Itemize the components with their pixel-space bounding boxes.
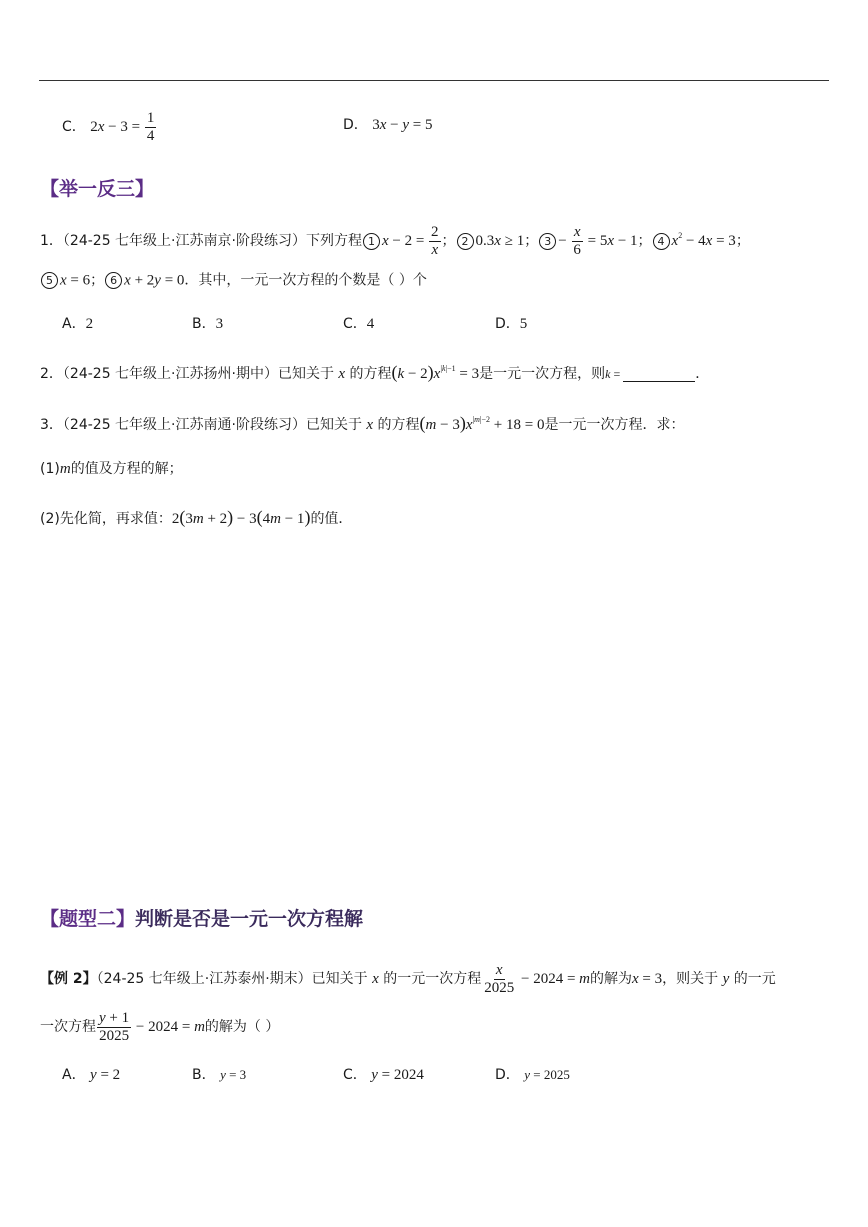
q1-option-c: C．4 <box>343 316 375 332</box>
ex2-option-b: B． y = 3 <box>192 1067 247 1083</box>
question-text: 的一元 <box>733 971 776 988</box>
question-3-sub2: (2)先化简，再求值：2(3m + 2) − 3(4m − 1)的值． <box>40 507 353 527</box>
question-2: 2．（24-25 七年级上·江苏扬州·期中）已知关于 x 的方程$(k - 2)x^{|k|-1} = 3$是一元一次方程，则k = ． <box>40 362 710 382</box>
option-d <box>343 118 433 133</box>
question-number: 2． <box>40 366 63 382</box>
sub-label: (2)先化简，再求值： <box>40 511 172 527</box>
equation: 3x − y = 5 <box>372 117 433 133</box>
question-text: 的值． <box>310 511 353 527</box>
question-1: 1．（24-25 七年级上·江苏南京·阶段练习）下列方程 1 x − 2 = $\frac{2}{x}$ ； 2 0.3x ≥ 1； 3 − $\frac{x}{6}$ = 5x − 1； 4 $x^2 - 4x = 3$； <box>40 224 750 259</box>
question-text: （24-25 七年级上·江苏南京·阶段练习）下列方程 <box>62 233 362 250</box>
question-text: ． <box>695 366 710 382</box>
header-rule <box>39 80 829 81</box>
question-text: （24-25 七年级上·江苏泰州·期末）已知关于 <box>96 971 368 988</box>
sub-label: (1) <box>40 461 60 477</box>
circled-1: 1 <box>363 233 380 250</box>
separator: ； <box>735 233 750 250</box>
circled-6: 6 <box>105 272 122 289</box>
circled-5: 5 <box>41 272 58 289</box>
separator: ； <box>90 272 105 289</box>
example-2-line2: 一次方程 $\frac{y + 1}{2025}$ − 2024 = m的解为（ ） <box>40 1010 280 1045</box>
question-text: ．其中，一元一次方程的个数是（ ）个 <box>184 272 427 289</box>
question-text: 的方程 <box>377 417 420 433</box>
separator: ； <box>637 233 652 250</box>
option-c <box>62 110 157 146</box>
option-label: D． <box>343 117 368 133</box>
question-text: 的值及方程的解； <box>70 461 183 477</box>
section-heading-2 <box>40 904 363 931</box>
question-text: （24-25 七年级上·江苏扬州·期中）已知关于 <box>62 366 334 382</box>
question-number: 3． <box>40 417 63 433</box>
option-label: C． <box>62 119 86 136</box>
question-text: 的一元一次方程 <box>383 971 482 988</box>
question-number: 1． <box>40 233 63 250</box>
question-text: 是一元一次方程．求： <box>544 417 685 433</box>
example-tag: 【例 2】 <box>40 971 97 988</box>
question-text: 是一元一次方程，则 <box>479 366 606 382</box>
q1-option-a: A．2 <box>62 316 94 332</box>
ex2-option-a: A． y = 2 <box>62 1067 121 1083</box>
section-heading: 【举一反三】 <box>40 178 155 200</box>
answer-blank[interactable] <box>623 367 695 382</box>
heading-mark: 【题型二】 <box>40 908 136 930</box>
circled-3: 3 <box>539 233 556 250</box>
question-3-sub1: (1)m的值及方程的解； <box>40 461 183 477</box>
circled-4: 4 <box>653 233 670 250</box>
question-text: 的方程 <box>349 366 392 382</box>
heading-text: 判断是否是一元一次方程解 <box>135 908 364 930</box>
ex2-option-d: D． y = 2025 <box>495 1067 570 1083</box>
question-3: 3．（24-25 七年级上·江苏南通·阶段练习）已知关于 x 的方程$(m - 3)x^{|m|-2} + 18 = 0$是一元一次方程．求： <box>40 413 685 433</box>
ex2-option-c: C． y = 2024 <box>343 1067 424 1083</box>
q1-option-b: B．3 <box>192 316 224 332</box>
circled-2: 2 <box>457 233 474 250</box>
separator: ； <box>524 233 539 250</box>
separator: ； <box>441 233 456 250</box>
question-text: （24-25 七年级上·江苏南通·阶段练习）已知关于 <box>62 417 362 433</box>
equation: 2x − 3 = $\frac{1}{4}$ <box>90 110 155 145</box>
question-text: ，则关于 <box>662 971 719 988</box>
question-1-line2: 5 x = 6； 6 x + 2y = 0．其中，一元一次方程的个数是（ ）个 <box>40 272 427 289</box>
question-text: 一次方程 <box>40 1019 96 1036</box>
q1-option-d: D．5 <box>495 316 528 332</box>
question-text: 的解为 <box>590 971 632 988</box>
example-2: 【例 2】（24-25 七年级上·江苏泰州·期末）已知关于 x 的一元一次方程 $\frac{x}{2025}$ − 2024 = m的解为x = 3，则关于 y 的一元 <box>40 962 776 997</box>
question-text: 的解为（ ） <box>204 1019 280 1036</box>
